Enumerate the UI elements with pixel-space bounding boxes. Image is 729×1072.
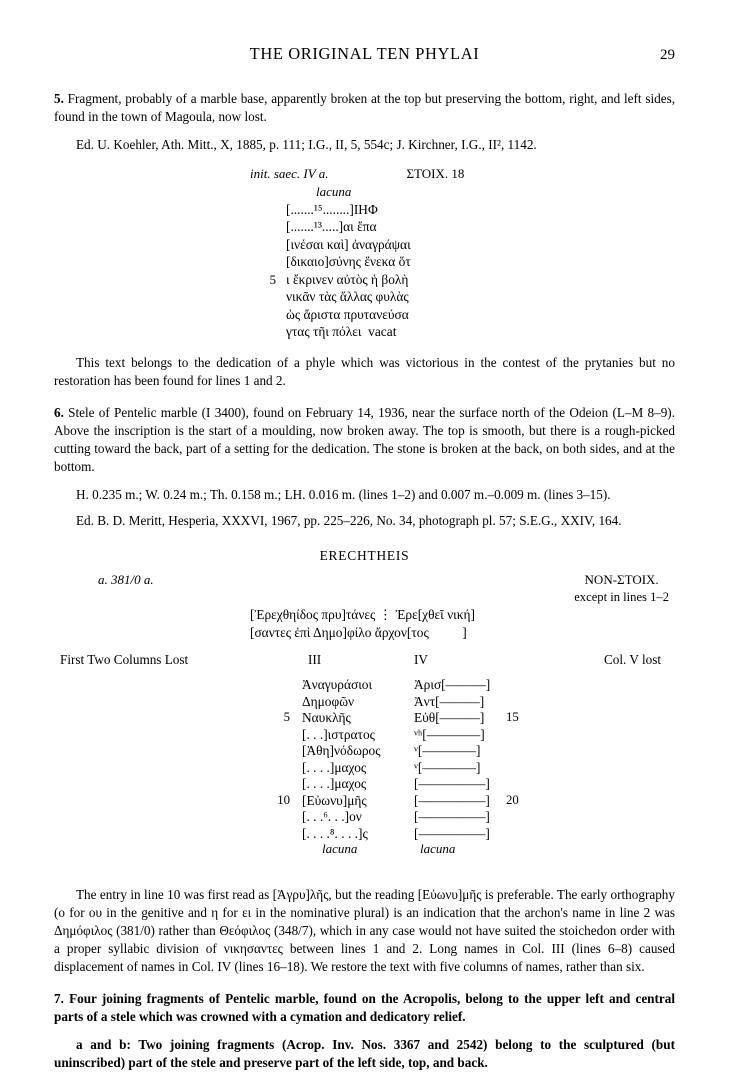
column-iii-cell: Δημοφῶν — [302, 693, 355, 709]
line-text: ὡς ἄριστα πρυτανεύσα — [286, 306, 409, 322]
line-number-left: 5 — [283, 710, 290, 725]
entry6-edition-text: Ed. B. D. Meritt, Hesperia, XXXVI, 1967, pp. 225–226, No. 34, photograph pl. 57; S.E.G., XXIV, 164. — [76, 513, 622, 529]
inscription-line — [250, 288, 675, 305]
entry5-edition — [54, 136, 675, 154]
inscription-line — [250, 253, 675, 270]
column-iv-cell: [—————] — [414, 792, 490, 808]
entry7-subentry-text: a and b: Two joining fragments (Acrop. Inv. Nos. 3367 and 2542) belong to the sculptured (but uninscribed) part of the stele and preserve part of the left side, top, and back. — [54, 1036, 675, 1070]
entry7-description — [54, 990, 675, 1026]
line-number-right: 20 — [506, 792, 519, 807]
entry6-measurements — [54, 486, 675, 504]
column-iv-cell: Εὐθ[———] — [414, 710, 485, 726]
line-text: [.......¹⁵........]ΙΗΦ — [286, 201, 378, 217]
entry6-date-label: a. 381/0 a. — [98, 572, 154, 588]
entry5-description-text: Fragment, probably of a marble base, apparently broken at the top but preserving the bottom, right, and left sides, found in the town of Magoula, now lost. — [54, 91, 675, 124]
inscription-line — [250, 218, 675, 235]
entry7-subentry-ab — [54, 1036, 675, 1072]
column-iv-cell: ᵛ[————] — [414, 743, 481, 759]
entry5-stoich-label: ΣTOIX. 18 — [406, 165, 465, 181]
line-text: γτας τῆι πόλει vacat — [286, 324, 397, 340]
preamble-line-1: [Ἐρεχθηίδος πρυ]τάνες ⋮ Ἐρε[χθεῖ νική] — [250, 607, 475, 623]
column-iv-cell: [—————] — [414, 809, 490, 825]
entry7-description-text: Four joining fragments of Pentelic marble, found on the Acropolis, belong to the upper left and central parts of a stele which was crowned with a cymation and dedicatory relief. — [54, 991, 676, 1024]
column-iii-cell: Ἀναγυράσιοι — [302, 677, 373, 693]
column-iii-cell: [. . . .]μαχος — [302, 776, 367, 792]
column-iii-cell: [Εὐωνυ]μῆς — [302, 792, 367, 808]
entry5-number: 5. — [54, 91, 64, 106]
entry5-description — [54, 90, 675, 126]
table-row — [54, 709, 675, 726]
entry6-description-text: Stele of Pentelic marble (I 3400), found on February 14, 1936, near the surface north of the Odeion (L–M 8–9). Above the inscription is the start of a moulding, now broken away. The top is smooth, but there is a rough-picked cutting toward the back, part of a setting for the dedication. The stone is broken at the back, on both sides, and at the bottom. — [54, 405, 675, 475]
table-row — [54, 792, 675, 809]
column-header-first-lost: First Two Columns Lost — [60, 652, 189, 668]
line-text: [ινέσαι καὶ] ἀναγράψαι — [286, 236, 411, 252]
lacuna-row — [54, 841, 675, 857]
inscription-line — [250, 236, 675, 253]
inscription-line — [250, 323, 675, 340]
entry6-preamble — [54, 606, 675, 642]
table-row — [54, 825, 675, 842]
entry7-number: 7. — [54, 991, 64, 1007]
table-row — [54, 759, 675, 776]
entry6-number: 6. — [54, 405, 64, 421]
entry6-edition — [54, 512, 675, 530]
table-row — [54, 808, 675, 825]
column-iii-cell: [Ἀθη]νόδωρος — [302, 743, 381, 759]
column-iii-cell: [. . . .]μαχος — [302, 759, 367, 775]
inscription-line — [250, 201, 675, 218]
column-iv-cell: [—————] — [414, 825, 490, 841]
column-iv-cell: Ἀντ[———] — [414, 693, 485, 709]
entry6-description — [54, 404, 675, 476]
column-iii-cell: [. . .]ιστρατος — [302, 726, 375, 742]
column-iv-cell: [—————] — [414, 776, 490, 792]
column-iii-cell: Ναυκλῆς — [302, 710, 351, 726]
page-number: 29 — [660, 47, 675, 63]
entry6-stoich-note — [574, 572, 669, 605]
line-number-left: 10 — [277, 792, 290, 807]
entry6-commentary: The entry in line 10 was first read as [Ἀγρυ]λῆς, but the reading [Εὐωνυ]μῆς is preferable. The early orthography (o for ου in the genitive and η for ει in the nominative plural) is an indication that the archon's name in line 2 was Δημόφιλος (381/0) rather than Θεόφιλος (348/7), which in any case would not have suited the stoichedon order with a proper syllabic division of νικησαντες between lines 1 and 2. Long names in Col. III (lines 6–8) caused displacement of names in Col. IV (lines 16–18). We restore the text with five columns of names, rather than six. — [54, 887, 675, 975]
column-iv-cell: ᵛʰ[————] — [414, 726, 485, 742]
preamble-line-2: [σαντες ἐπὶ Δημο]φίλο ἄρχον[τος ] — [250, 625, 467, 641]
table-row — [54, 742, 675, 759]
entry5-inscription-head — [54, 166, 675, 182]
line-text: νικᾶν τὰς ἄλλας φυλὰς — [286, 289, 409, 305]
column-iv-cell: Ἀρισ[———] — [414, 677, 491, 693]
column-iii-cell: [. . .⁶. . .]ον — [302, 809, 362, 825]
page-header — [54, 44, 675, 64]
line-number-right: 15 — [506, 710, 519, 725]
entry6-except-note: except in lines 1–2 — [574, 589, 669, 604]
entry6-names-block — [54, 676, 675, 876]
line-number: 5 — [269, 272, 276, 287]
column-iv-cell: ᵛ[————] — [414, 759, 481, 775]
entry5-greek-lines — [54, 201, 675, 341]
inscription-line — [250, 271, 675, 289]
page-title: THE ORIGINAL TEN PHYLAI — [249, 44, 480, 63]
line-text: [δικαιο]σύνης ἕνεκα ὅτ — [286, 254, 411, 270]
column-header-v-lost: Col. V lost — [603, 652, 661, 668]
entry5-inscription — [54, 166, 675, 341]
entry5-lacuna: lacuna — [316, 183, 352, 199]
line-text: [.......¹³.....]αι ἔπα — [286, 219, 377, 235]
table-row — [54, 726, 675, 743]
entry6-column-headers — [54, 652, 675, 672]
lacuna-column-iii: lacuna — [322, 841, 358, 857]
entry5-date-label: init. saec. IV a. — [250, 165, 329, 181]
entry6-tribe-title: ERECHTHEIS — [319, 548, 410, 564]
column-header-iii: III — [308, 652, 322, 668]
entry6-date-row — [54, 572, 675, 606]
entry5-edition-text: Ed. U. Koehler, Ath. Mitt., X, 1885, p. 111; I.G., II, 5, 554c; J. Kirchner, I.G., II², 1142. — [76, 136, 537, 152]
entry6-nonstoix-label: NON-ΣTOIX. — [584, 572, 659, 588]
table-row — [54, 676, 675, 693]
column-header-iv: IV — [414, 652, 428, 668]
table-row — [54, 693, 675, 710]
table-row — [54, 775, 675, 792]
line-text: ι ἔκρινεν αὐτὸς ἡ βολὴ — [286, 271, 409, 287]
inscription-line — [250, 306, 675, 323]
entry6-measurements-text: H. 0.235 m.; W. 0.24 m.; Th. 0.158 m.; LH. 0.016 m. (lines 1–2) and 0.007 m.–0.009 m. (lines 3–15). — [76, 487, 611, 503]
lacuna-column-iv: lacuna — [420, 841, 456, 857]
entry5-commentary: This text belongs to the dedication of a phyle which was victorious in the contest of the prytanies but no restoration has been found for lines 1 and 2. — [54, 355, 675, 389]
column-iii-cell: [. . . .⁸. . . .]ς — [302, 825, 368, 841]
